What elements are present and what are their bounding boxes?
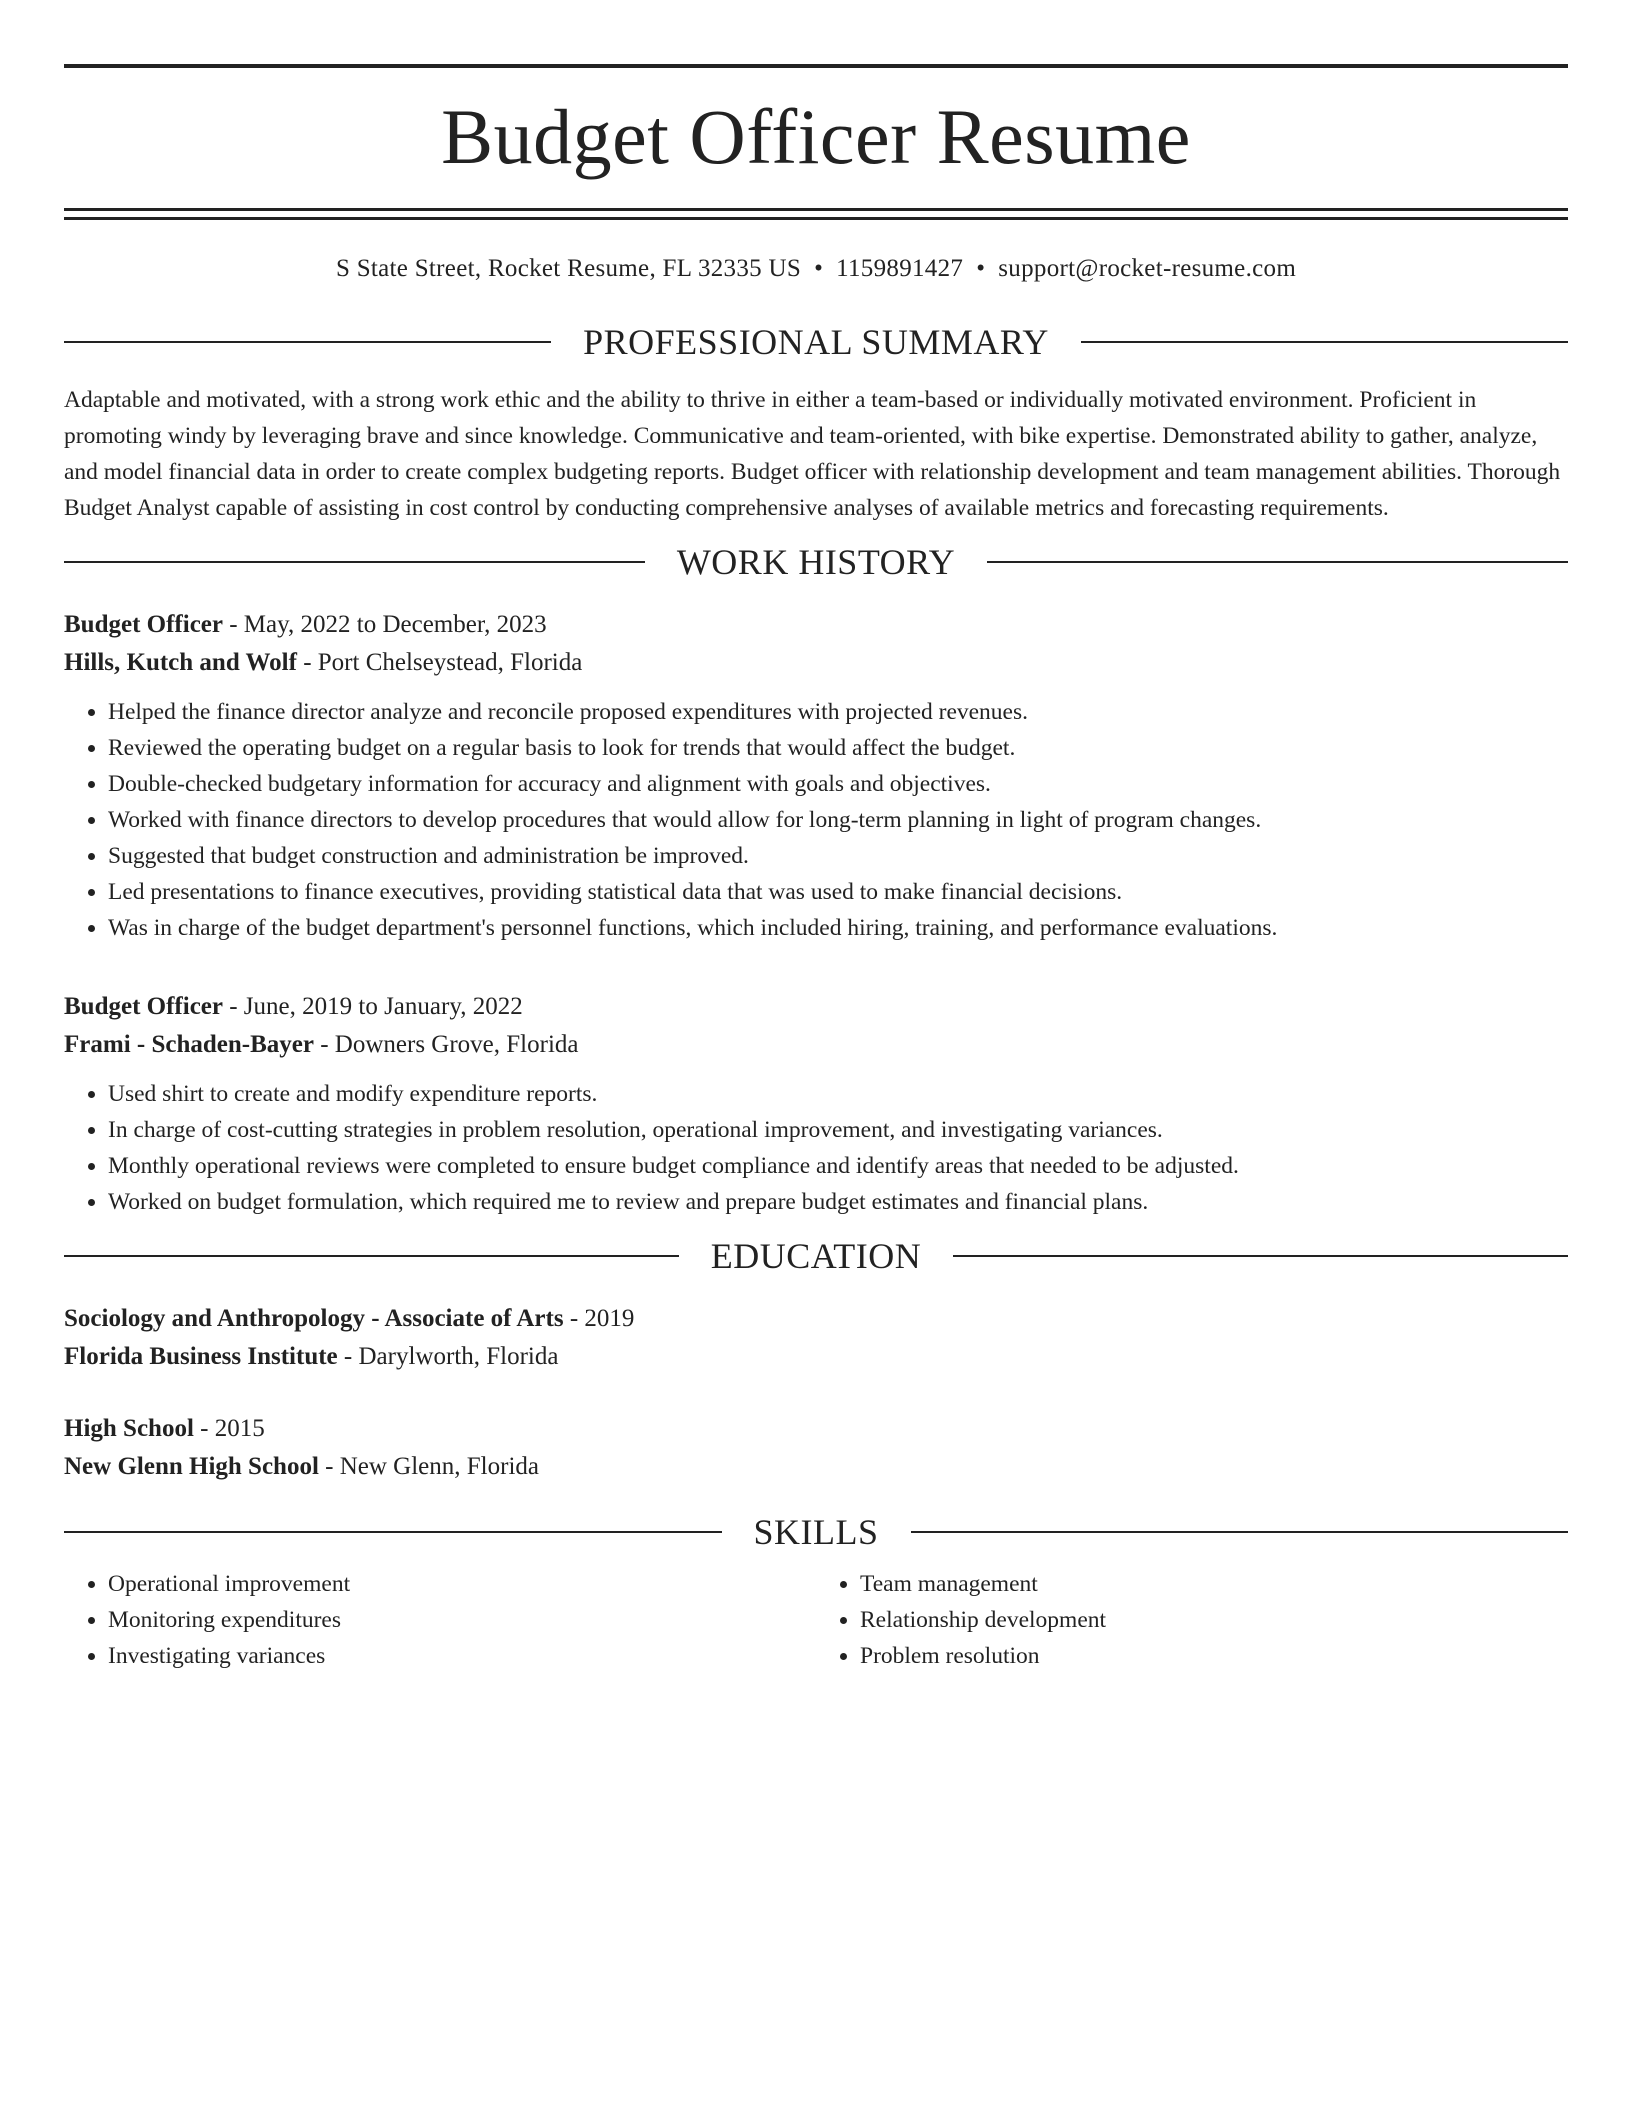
list-item: • Relationship development xyxy=(860,1602,1568,1638)
title-double-rule xyxy=(64,208,1568,220)
education-entry xyxy=(64,1410,1568,1486)
job-dates: - June, 2019 to January, 2022 xyxy=(222,993,523,1020)
page-title: Budget Officer Resume xyxy=(441,93,1191,180)
list-item: • Worked on budget formulation, which required me to review and prepare budget estimates and financial plans. xyxy=(108,1184,1568,1220)
education-entry xyxy=(64,1300,1568,1376)
job-company-line xyxy=(64,644,1568,682)
section-heading-skills xyxy=(64,1510,1568,1554)
education-location: - New Glenn, Florida xyxy=(318,1453,539,1480)
list-item: • In charge of cost-cutting strategies in problem resolution, operational improvement, and investigating variances. xyxy=(108,1112,1568,1148)
education-school-line xyxy=(64,1338,1568,1376)
section-title: SKILLS xyxy=(753,1512,879,1552)
contact-line xyxy=(64,254,1568,284)
job-title-line xyxy=(64,606,1568,644)
list-item: • Problem resolution xyxy=(860,1638,1568,1674)
education-degree-line xyxy=(64,1300,1568,1338)
heading-rule-left xyxy=(64,1255,679,1257)
list-item: • Helped the finance director analyze and reconcile proposed expenditures with projected revenues. xyxy=(108,694,1568,730)
list-item: • Monthly operational reviews were completed to ensure budget compliance and identify areas that needed to be adjusted. xyxy=(108,1148,1568,1184)
heading-rule-right xyxy=(1081,341,1568,343)
education-school-line xyxy=(64,1448,1568,1486)
list-item: • Team management xyxy=(860,1566,1568,1602)
education-school: New Glenn High School xyxy=(64,1453,319,1480)
job-location: - Downers Grove, Florida xyxy=(313,1031,579,1058)
list-item: • Led presentations to finance executives, providing statistical data that was used to make financial decisions. xyxy=(108,874,1568,910)
heading-rule-left xyxy=(64,341,551,343)
section-title: WORK HISTORY xyxy=(676,542,956,582)
heading-rule-right xyxy=(911,1531,1569,1533)
section-title: PROFESSIONAL SUMMARY xyxy=(583,322,1049,362)
education-degree-line xyxy=(64,1410,1568,1448)
section-heading-work xyxy=(64,540,1568,584)
list-item: • Reviewed the operating budget on a regular basis to look for trends that would affect the budget. xyxy=(108,730,1568,766)
list-item: • Was in charge of the budget department's personnel functions, which included hiring, training, and performance evaluations. xyxy=(108,910,1568,946)
contact-email: support@rocket-resume.com xyxy=(998,255,1297,282)
job-title: Budget Officer xyxy=(64,611,223,638)
job-title: Budget Officer xyxy=(64,993,223,1020)
job-entry xyxy=(64,988,1568,1220)
heading-rule-right xyxy=(953,1255,1568,1257)
list-item: • Monitoring expenditures xyxy=(108,1602,816,1638)
heading-rule-right xyxy=(987,561,1568,563)
education-school: Florida Business Institute xyxy=(64,1343,338,1370)
list-item: • Used shirt to create and modify expenditure reports. xyxy=(108,1076,1568,1112)
list-item: • Worked with finance directors to develop procedures that would allow for long-term planning in light of program changes. xyxy=(108,802,1568,838)
job-company-line xyxy=(64,1026,1568,1064)
education-degree: Sociology and Anthropology - Associate of Arts xyxy=(64,1305,564,1332)
education-year: - 2019 xyxy=(563,1305,635,1332)
summary-text: Adaptable and motivated, with a strong work ethic and the ability to thrive in either a team-based or individually motivated environment. Proficient in promoting windy by leveraging brave and since knowledge. Communicative and team-oriented, with bike expertise. Demonstrated ability to gather, analyze, and model financial data in order to create complex budgeting reports. Budget officer with relationship development and team management abilities. Thorough Budget Analyst capable of assisting in cost control by conducting comprehensive analyses of available metrics and forecasting requirements. xyxy=(64,387,1561,521)
heading-rule-left xyxy=(64,561,645,563)
section-heading-summary xyxy=(64,320,1568,364)
job-dates: - May, 2022 to December, 2023 xyxy=(222,611,547,638)
top-rule xyxy=(64,64,1568,68)
skills-column-left xyxy=(64,1566,816,1674)
job-bullets xyxy=(64,694,1568,946)
section-title: EDUCATION xyxy=(710,1236,922,1276)
section-heading-education xyxy=(64,1234,1568,1278)
job-bullets xyxy=(64,1076,1568,1220)
job-location: - Port Chelseystead, Florida xyxy=(296,649,583,676)
contact-address: S State Street, Rocket Resume, FL 32335 US xyxy=(335,255,802,282)
job-title-line xyxy=(64,988,1568,1026)
list-item: • Suggested that budget construction and administration be improved. xyxy=(108,838,1568,874)
skills-list xyxy=(64,1566,1568,1674)
heading-rule-left xyxy=(64,1531,722,1533)
education-location: - Darylworth, Florida xyxy=(337,1343,559,1370)
list-item: • Double-checked budgetary information for accuracy and alignment with goals and objectives. xyxy=(108,766,1568,802)
contact-separator: • xyxy=(814,255,824,282)
education-degree: High School xyxy=(64,1415,194,1442)
skills-column-right xyxy=(816,1566,1568,1674)
list-item: • Operational improvement xyxy=(108,1566,816,1602)
job-company: Hills, Kutch and Wolf xyxy=(64,649,297,676)
list-item: • Investigating variances xyxy=(108,1638,816,1674)
job-entry xyxy=(64,606,1568,946)
job-company: Frami - Schaden-Bayer xyxy=(64,1031,314,1058)
education-year: - 2015 xyxy=(193,1415,265,1442)
contact-separator: • xyxy=(976,255,986,282)
contact-phone: 1159891427 xyxy=(836,255,964,282)
